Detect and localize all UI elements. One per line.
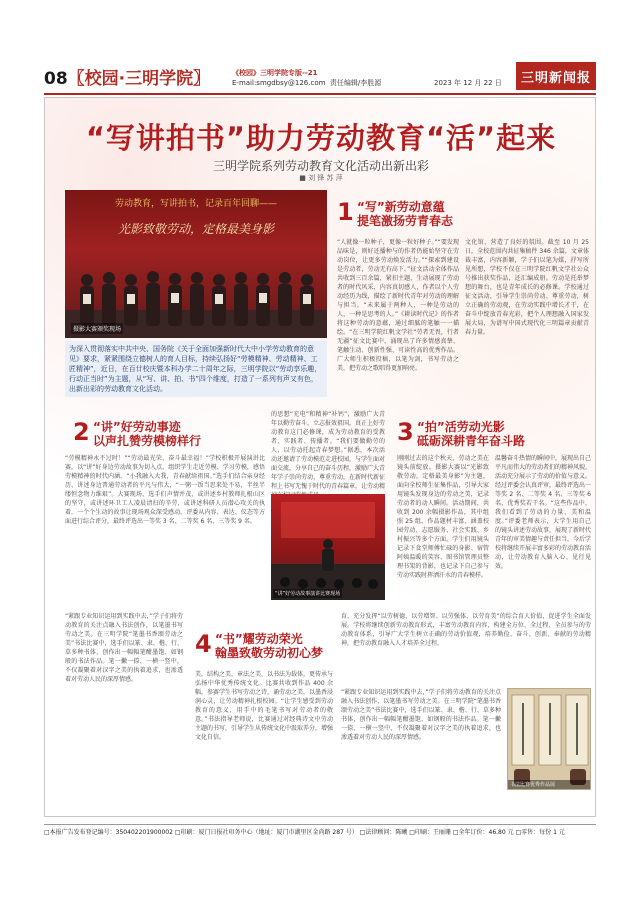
- section-4-body-continued: “紧跟专业知识运用到实践中去，”学子们将劳动教育的关注点融入书法创作，以笔墨书写劳动之美。在三明学院“笔墨书香颂劳动之美”书法比赛中，选手们以篆、隶、楷、行、草多种书体，创作出一幅幅笔酣墨饱、如钢般的书法作品。笔一撇一捺、一横一竖中，不仅凝聚着对汉字之美的执着追求，也渗透着对劳动人民的深厚情感。: [341, 689, 501, 741]
- section-number: 1: [337, 198, 354, 226]
- award-ceremony-photo: [65, 190, 327, 338]
- section-2-body: “劳模精神永不过时！”“劳动最光荣，奋斗最幸福！”学校积极开展演讲比赛，以“讲”好身边劳动故事为切入点，组织学生走近劳模、学习劳模，感悟劳模精神的时代内涵。“小我融入大我，青春献给祖国。”选手们结合亲身经历，讲述身边普通劳动者的平凡与伟大，“一粥一饭当思来处不易，半丝半缕恒念物力维艰”。大赛现场，选手们声情并茂，或讲述乡村教师扎根山区的坚守，或讲述环卫工人凌晨清扫的辛劳，或讲述科研人员潜心攻关的执着，一个个生动的故事让现场观众深受感动。评委从内容、表达、仪态等方面进行综合评分，最终评选出一等奖 3 名、二等奖 6 名、三等奖 9 名。: [65, 455, 265, 525]
- section-4-body-right: 育，充分发挥“以劳树德、以劳增智、以劳强体、以劳育美”的综合育人价值，促进学生全面发展。学校将继续创新劳动教育形式，丰富劳动教育内容，构建全方位、全过程、全员参与的劳动教育体系，引导广大学生树立正确的劳动价值观，培养勤俭、奋斗、创新、奉献的劳动精神，把劳动教育融入人才培养全过程。: [341, 613, 591, 647]
- section-1-body-right: 文化馆，营造了良好的氛围。截至 10 月 25 日，全校范围内共征集稿件 346 余篇，文章体裁丰富，内容新颖，学子们以笔为媒，抒写所见所想，学校不仅在三明学院红帆文学社公众号推出获奖作品，还汇编成册。劳动是托举梦想的舞台，也是青年成长的必修课。学校通过征文活动，引导学生崇尚劳动、尊重劳动，树立正确的劳动观，在劳动实践中增长才干，在奋斗中绽放青春光彩，把个人理想融入国家发展大局，为谱写中国式现代化三明篇章贡献青春力量。: [465, 239, 589, 336]
- section-4-body-middle: 美，结构之美，章法之美，以书法为载体，更传承与弘扬中华优秀传统文化。比赛共收到作品 400 余幅，参赛学生书写劳动之诗，诵劳动之美，以墨香浸润心灵，让劳动精神扎根校园。“让学生感受到劳动教育的意义，用手中的毛笔书写对劳动者的敬意。”书法指导老师说，比赛通过对经典诗文中劳动主题的书写，引导学生从传统文化中汲取养分，增强文化自信。: [195, 671, 334, 741]
- section-title: “讲”好劳动事迹 以声扎赞劳模榜样行: [93, 420, 202, 448]
- newspaper-logo: 三明新闻报: [516, 62, 596, 90]
- calligraphy-scrolls-figure: [508, 689, 592, 791]
- article-intro: 为深入贯彻落实中共中央、国务院《关于全面加强新时代大中小学劳动教育的意见》要求，紧紧围绕立德树人的育人目标，持续弘扬好“劳模精神、劳动精神、工匠精神”，近日，在百廿校庆暨本科办学二十周年之际，三明学院以“劳动享乐趣，行动正当时”为主题，从“写、讲、拍、书”四个维度，打造了一系列有声又有色，出新出彩的劳动教育文化活动。: [65, 341, 327, 397]
- section-4-body: “紧跟专业知识运用到实践中去，”学子们将劳动教育的关注点融入书法创作，以笔墨书写劳动之美。在三明学院“笔墨书香颂劳动之美”书法比赛中，选手们以篆、隶、楷、行、草多种书体，创作出一幅幅笔酣墨饱、如钢般的书法作品。笔一撇一捺、一横一竖中，不仅凝聚着对汉字之美的执着追求，也渗透着对劳动人民的深厚情感。: [65, 613, 183, 683]
- section-number: 3: [397, 418, 414, 446]
- supplement-title: 《校园》三明学院专版--21: [232, 69, 318, 77]
- section-title: “写”新劳动意蕴 提笔激扬劳青春志: [357, 200, 454, 228]
- article-frame: [44, 97, 596, 817]
- page-footer: □本报广告发布登记编号：350402201900002 □印刷：厦门日报社印务中心（地址：厦门市湖里区金尚路 287 号） □法律顾问：陈曦 □印刷：王丽珊 □全年订价：46.80 元 □零售：每份 1 元: [44, 824, 596, 836]
- speech-contest-photo: [271, 494, 385, 600]
- section-1-body: “人就像一粒种子，更像一粒好种子。”“要发现品味是，则好还播种与的作者仍能始坚守在劳动岗位，让更多劳动焕发活力。”“探索到建设是劳动者，劳动无有高下。”征文活动全体作品共收到三百余篇，紧扣主题，生动展现了劳动者的时代风采，内容真切感人，作者以个人劳动经历为线，描绘了新时代青年对劳动的理解与担当。“未来属于两种人，一种是劳动的人，一种是思考的人。”《耕读时代记》的作者将这种劳动的意蕴，通过细腻的笔触一一描绘。“在三明学院红帆文学社“劳者无畏，行者无疆”征文比赛中，涌现出了许多情感真挚、笔触生动、创新性强、可读性高的优秀作品。广大师生积极投稿，以笔为剑，书写劳动之美，把劳动之歌唱得更加响亮。: [337, 239, 459, 372]
- masthead-rule: [44, 93, 596, 95]
- calligraphy-exhibit-photo: [507, 688, 591, 790]
- section-title: 〖校园·三明学院〗: [67, 69, 211, 89]
- masthead-info: [232, 68, 381, 88]
- stage-figure: [271, 494, 385, 600]
- photo-caption: 书法比赛优秀作品展: [508, 780, 590, 789]
- masthead: [44, 62, 596, 92]
- page-number: 08: [44, 69, 68, 89]
- section-title: “书”耀劳动荣光 翰墨致敬劳动初心梦: [215, 632, 324, 660]
- section-number: 4: [195, 630, 212, 658]
- article-headline: “写讲拍书”助力劳动教育“活”起来: [85, 121, 557, 155]
- page-section-label: [44, 64, 210, 89]
- photo-banner-main: 光影致敬劳动，定格最美身影: [117, 222, 274, 236]
- issue-date: 2023 年 12 月 22 日: [434, 79, 502, 87]
- photo-banner-top: 劳动教育，写讲拍书，记录百年回聊——: [114, 199, 277, 209]
- article-subheadline: 三明学院系列劳动教育文化活动出新出彩: [212, 159, 429, 173]
- section-3-heading: [397, 418, 593, 450]
- section-1-heading: [337, 198, 587, 230]
- section-number: 2: [73, 418, 90, 446]
- section-3-body-right: 温馨奋斗热情的瞬间中，展现出自己平凡而伟大的劳动者们的精神风貌，活动充分展示了劳动的价值与意义。经过评委会认真评审，最终评选出一等奖 2 名、二等奖 4 名、三等奖 6 名、优秀奖若干名。“这些作品中，我们看到了劳动的力量、美和温度。”评委老师表示，大学生用自己的镜头讲述劳动故事，展现了新时代青年的审美情趣与责任担当，今后学校将继续开展丰富多彩的劳动教育活动，让劳动教育入脑入心、见行见效。: [495, 455, 592, 570]
- contact-email[interactable]: E-mail:smgdbsy@126.com: [232, 79, 326, 87]
- photo-caption: 摄影大赛颁奖现场: [71, 323, 123, 334]
- section-title: “拍”活劳动光影 砥砺深耕青年奋斗路: [417, 420, 526, 448]
- section-2-heading: [73, 418, 273, 450]
- section-3-body: 刚刚过去的这个秋天，劳动之美在镜头前绽放。摄影大赛以“光影致敬劳动，定格最美身影”为主题，面向全校师生征集作品，引导大家用镜头发现身边的劳动之美，记录劳动者的动人瞬间。活动期间，共收到 200 余幅摄影作品，其中组照 25 组，作品题材丰富，涵盖校园劳动、志愿服务、社会实践、乡村振兴等多个方面。学生们用镜头记录下食堂师傅忙碌的身影、宿管阿姨温暖的笑容、图书馆管理员整理书架的背影，也记录下自己参与劳动实践时挥洒汗水的青春模样。: [397, 455, 489, 579]
- section-2-body-right: 的思想“充电”和精神“补钙”，激励广大青年以勤劳奋斗，立志报效祖国，真正上好劳动教育这门必修课，成为劳动教育的受教者、实践者、传播者。“我们要做勤劳的人，以劳动托起青春梦想。”据悉，本次活动还邀请了劳动模范走进校园，与学生面对面交流，分享自己的奋斗历程，激励广大青年学子崇尚劳动、尊重劳动，在新时代新征程上书写无愧于时代的青春篇章，让劳动精: [271, 411, 386, 490]
- article-byline: ■ 刘 锋 苏 萍: [299, 174, 343, 182]
- editor-credit: 责任编辑/李胜源: [329, 79, 382, 87]
- photo-caption: “讲”好劳动故事演讲比赛现场: [275, 591, 341, 597]
